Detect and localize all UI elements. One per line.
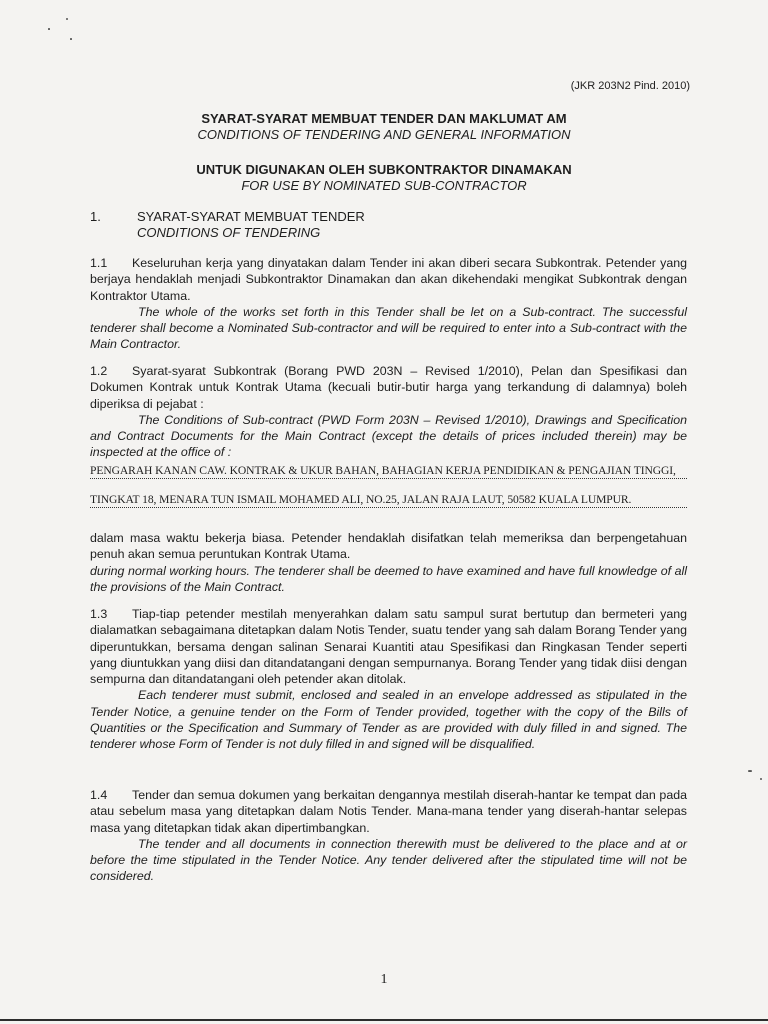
section-title-malay: SYARAT-SYARAT MEMBUAT TENDER	[137, 209, 365, 224]
title-english: CONDITIONS OF TENDERING AND GENERAL INFORMATION	[197, 127, 571, 142]
form-reference: (JKR 203N2 Pind. 2010)	[570, 80, 690, 92]
clause-number: 1.1	[90, 256, 108, 270]
clause-number: 1.4	[90, 788, 108, 802]
scan-speck	[48, 28, 50, 30]
clause-1-2-cont-malay: dalam masa waktu bekerja biasa. Petender hendaklah disifatkan telah memeriksa dan berpengetahuan penuh akan semua peruntukan Kontrak Utama.	[90, 531, 687, 562]
clause-number: 1.3	[90, 607, 108, 621]
clause-1-4-malay	[90, 787, 687, 836]
clause-1-1-malay	[90, 255, 687, 304]
clause-1-4-english: The tender and all documents in connection therewith must be delivered to the place and at or before the time stipulated in the Tender Notice. Any tender delivered after the stipulated time will not be considered.	[90, 836, 687, 884]
office-address-line-2: TINGKAT 18, MENARA TUN ISMAIL MOHAMED ALI, NO.25, JALAN RAJA LAUT, 50582 KUALA LUMPUR.	[90, 493, 687, 508]
clause-1-2-continuation	[90, 530, 687, 595]
scan-speck	[760, 778, 762, 780]
scan-speck	[70, 38, 72, 40]
clause-1-2-cont-english: during normal working hours. The tenderer shall be deemed to have examined and have full knowledge of all the provisions of the Main Contract.	[90, 563, 687, 594]
clause-1-1-english: The whole of the works set forth in this Tender shall be let on a Sub-contract. The successful tenderer shall become a Nominated Sub-contractor and will be required to enter into a Sub-contract with the Main Contractor.	[90, 304, 687, 352]
scan-edge-line	[0, 1019, 768, 1021]
section-title-english: CONDITIONS OF TENDERING	[137, 225, 321, 240]
section-number: 1.	[90, 209, 101, 224]
clause-1-2-malay	[90, 363, 687, 412]
clause-1-2	[90, 363, 687, 461]
clause-1-2-english: The Conditions of Sub-contract (PWD Form 203N – Revised 1/2010), Drawings and Specification and Contract Documents for the Main Contract (except the details of prices included therein) may be inspected at the office of :	[90, 412, 687, 460]
clause-1-3	[90, 606, 687, 753]
clause-1-1	[90, 255, 687, 353]
clause-text: Tiap-tiap petender mestilah menyerahkan dalam satu sampul surat bertutup dan bermeteri yang dialamatkan sebagaimana ditetapkan dalam Notis Tender, suatu tender yang sah dalam Borang Tender yang diperuntukkan, bersama dengan salinan Senarai Kuantiti atau Spesifikasi dan Ringkasan Tender seperti yang diuntukkan yang diisi dan ditandatangani dengan sempurnanya. Borang Tender yang tidak diisi dengan sempurna dan ditandatangani oleh petender akan ditolak.	[90, 607, 687, 687]
page-number: 1	[380, 972, 388, 987]
clause-number: 1.2	[90, 364, 108, 378]
clause-1-3-malay	[90, 606, 687, 687]
clause-1-3-english: Each tenderer must submit, enclosed and sealed in an envelope addressed as stipulated in the Tender Notice, a genuine tender on the Form of Tender provided, together with the copy of the Bills of Quantities or the Specification and Summary of Tender as are provided with duly filled in and signed. The tenderer whose Form of Tender is not duly filled in and signed will be disqualified.	[90, 688, 687, 752]
title-malay: SYARAT-SYARAT MEMBUAT TENDER DAN MAKLUMAT AM	[201, 111, 567, 126]
scan-speck	[66, 18, 68, 20]
scan-speck	[748, 770, 752, 772]
office-address-line-1: PENGARAH KANAN CAW. KONTRAK & UKUR BAHAN, BAHAGIAN KERJA PENDIDIKAN & PENGAJIAN TINGGI,	[90, 464, 687, 479]
subtitle-malay: UNTUK DIGUNAKAN OLEH SUBKONTRAKTOR DINAMAKAN	[196, 162, 572, 177]
clause-text: Tender dan semua dokumen yang berkaitan dengannya mestilah diserah-hantar ke tempat dan pada atau sebelum masa yang ditetapkan dalam Notis Tender. Mana-mana tender yang diserah-hantar selepas masa yang ditetapkan tidak akan dipertimbangkan.	[90, 788, 687, 835]
clause-text: Keseluruhan kerja yang dinyatakan dalam Tender ini akan diberi secara Subkontrak. Petender yang berjaya hendaklah menjadi Subkontraktor Dinamakan dan akan dikehendaki mengikat Subkontrak dengan Kontraktor Utama.	[90, 256, 687, 303]
clause-1-4	[90, 787, 687, 885]
clause-text: Syarat-syarat Subkontrak (Borang PWD 203N – Revised 1/2010), Pelan dan Spesifikasi dan Dokumen Kontrak untuk Kontrak Utama (kecuali butir-butir harga yang terkandung di dalamnya) boleh diperiksa di pejabat :	[90, 364, 687, 411]
subtitle-english: FOR USE BY NOMINATED SUB-CONTRACTOR	[241, 178, 527, 193]
